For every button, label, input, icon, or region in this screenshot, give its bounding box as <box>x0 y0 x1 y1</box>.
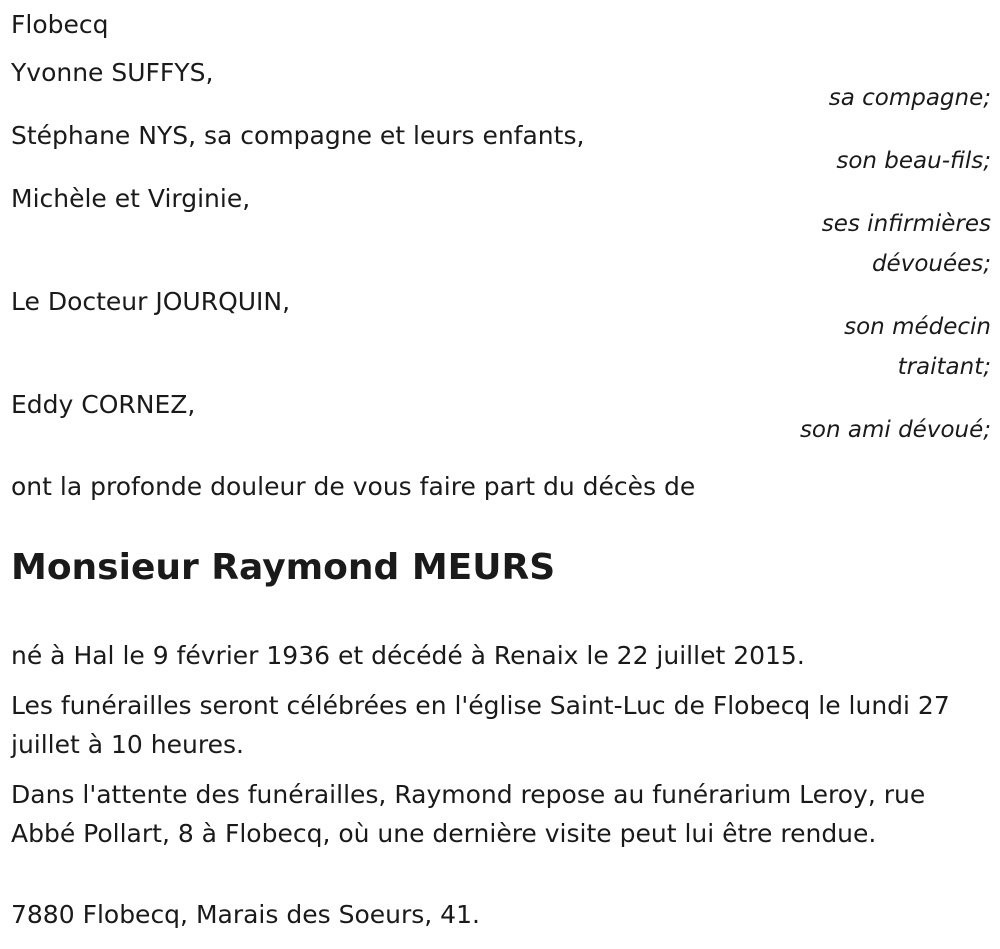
mourner-name: Le Docteur JOURQUIN, <box>11 287 291 316</box>
mourner-entry <box>11 184 991 287</box>
visitation-text: Dans l'attente des funérailles, Raymond repose au funérarium Leroy, rue Abbé Pollart, 8 à Flobecq, où une dernière visite peut lui être rendue. <box>11 780 926 848</box>
mourner-name: Yvonne SUFFYS, <box>11 58 214 87</box>
birth-death-text: né à Hal le 9 février 1936 et décédé à Renaix le 22 juillet 2015. <box>11 641 805 670</box>
mourner-name: Michèle et Virginie, <box>11 184 251 213</box>
mourner-name: Stéphane NYS, sa compagne et leurs enfants, <box>11 121 585 150</box>
funeral-text: Les funérailles seront célébrées en l'église Saint-Luc de Flobecq le lundi 27 juillet à 10 heures. <box>11 691 950 759</box>
mourner-relation: traitant; <box>897 354 991 380</box>
deceased-name: Monsieur Raymond MEURS <box>11 547 556 588</box>
mourner-relation: sa compagne; <box>828 85 991 111</box>
mourner-entry <box>11 58 991 121</box>
mourner-relation: dévouées; <box>871 251 991 277</box>
mourners-list <box>11 58 991 453</box>
mourner-relation: son médecin <box>844 314 991 340</box>
mourner-relation: ses infirmières <box>821 211 991 237</box>
mourner-relation: son beau-fils; <box>836 148 991 174</box>
address-text: 7880 Flobecq, Marais des Soeurs, 41. <box>11 900 480 929</box>
mourner-entry <box>11 390 991 453</box>
mourner-relation: son ami dévoué; <box>799 417 991 443</box>
mourner-entry <box>11 121 991 184</box>
announcement-text: ont la profonde douleur de vous faire part du décès de <box>11 472 696 501</box>
city-heading: Flobecq <box>11 10 109 39</box>
mourner-name: Eddy CORNEZ, <box>11 390 196 419</box>
mourner-entry <box>11 287 991 390</box>
